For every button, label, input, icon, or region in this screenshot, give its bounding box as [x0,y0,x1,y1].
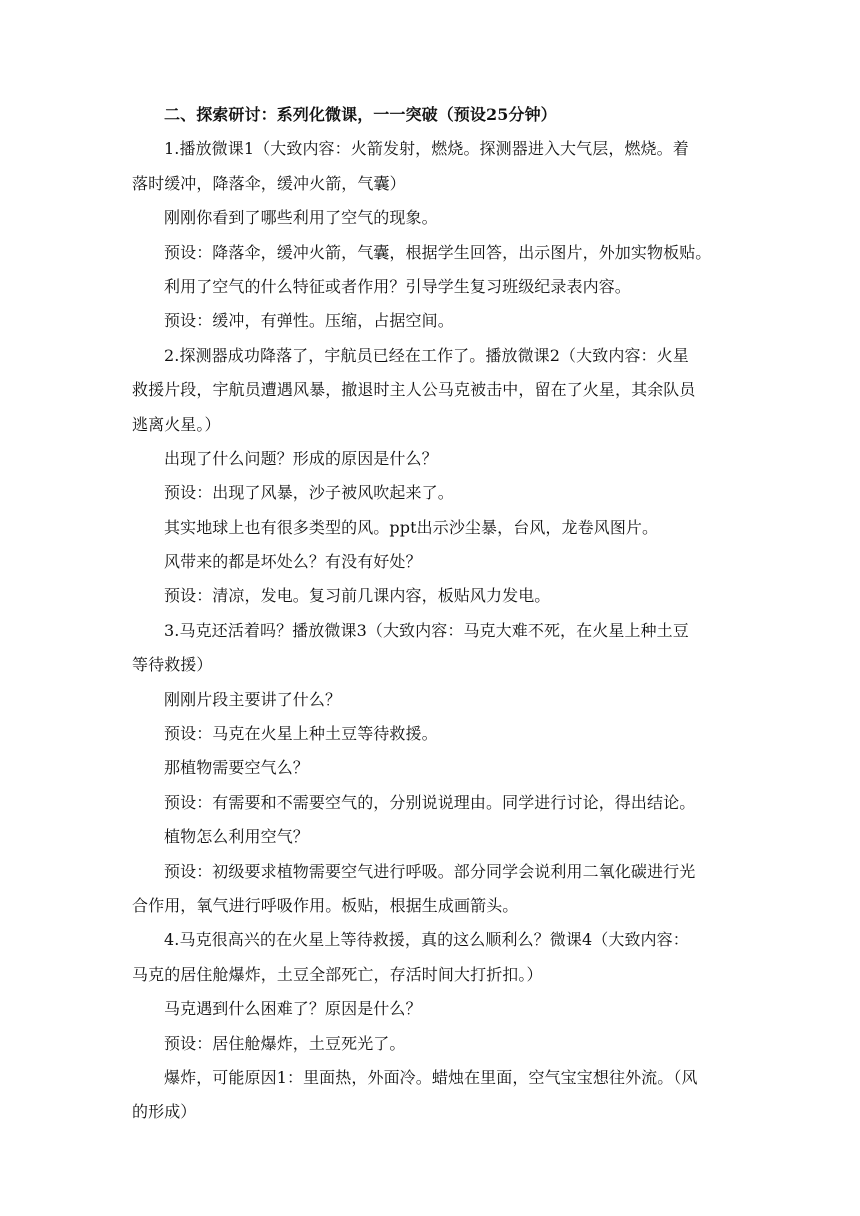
paragraph-line: 合作用，氧气进行呼吸作用。板贴，根据生成画箭头。 [132,895,519,915]
paragraph-line: 预设：初级要求植物需要空气进行呼吸。部分同学会说利用二氧化碳进行光 [164,861,696,881]
paragraph-line: 利用了空气的什么特征或者作用？引导学生复习班级纪录表内容。 [164,276,631,296]
paragraph-line: 落时缓冲，降落伞，缓冲火箭，气囊） [132,173,406,193]
paragraph-line: 2.探测器成功降落了，宇航员已经在工作了。播放微课2（大致内容：火星 [164,345,689,365]
section-heading: 二、探索研讨：系列化微课，一一突破（预设25分钟） [164,105,557,124]
paragraph-line: 风带来的都是坏处么？有没有好处？ [164,552,422,572]
paragraph-line: 刚刚片段主要讲了什么？ [164,689,342,709]
paragraph-line: 马克的居住舱爆炸，土豆全部死亡，存活时间大打折扣。） [132,964,543,984]
paragraph-line: 马克遇到什么困难了？原因是什么？ [164,999,422,1019]
paragraph-line: 出现了什么问题？形成的原因是什么？ [164,448,438,468]
paragraph-line: 爆炸，可能原因1：里面热，外面冷。蜡烛在里面，空气宝宝想往外流。（风 [164,1067,698,1087]
paragraph-line: 救援片段，宇航员遭遇风暴，撤退时主人公马克被击中，留在了火星，其余队员 [132,380,696,400]
paragraph-line: 刚刚你看到了哪些利用了空气的现象。 [164,208,438,228]
paragraph-line: 预设：居住舱爆炸，土豆死光了。 [164,1033,406,1053]
paragraph-line: 预设：缓冲，有弹性。压缩，占据空间。 [164,311,454,331]
paragraph-line: 植物怎么利用空气？ [164,827,309,847]
paragraph-line: 预设：有需要和不需要空气的，分别说说理由。同学进行讨论，得出结论。 [164,792,696,812]
paragraph-line: 4.马克很高兴的在火星上等待救援，真的这么顺利么？微课4（大致内容： [164,930,689,950]
paragraph-line: 那植物需要空气么？ [164,758,309,778]
paragraph-line: 1.播放微课1（大致内容：火箭发射，燃烧。探测器进入大气层，燃烧。着 [164,139,689,159]
paragraph-line: 的形成） [132,1102,197,1122]
paragraph-line: 等待救援） [132,655,213,675]
paragraph-line: 其实地球上也有很多类型的风。ppt出示沙尘暴，台风，龙卷风图片。 [164,517,659,537]
paragraph-line: 逃离火星。） [132,414,221,434]
paragraph-line: 预设：出现了风暴，沙子被风吹起来了。 [164,483,454,503]
paragraph-line: 预设：马克在火星上种土豆等待救援。 [164,724,438,744]
paragraph-line: 3.马克还活着吗？播放微课3（大致内容：马克大难不死，在火星上种土豆 [164,620,689,640]
paragraph-line: 预设：降落伞，缓冲火箭，气囊，根据学生回答，出示图片，外加实物板贴。 [164,242,712,262]
document-body [132,98,744,1130]
paragraph-line: 预设：清凉，发电。复习前几课内容，板贴风力发电。 [164,586,551,606]
